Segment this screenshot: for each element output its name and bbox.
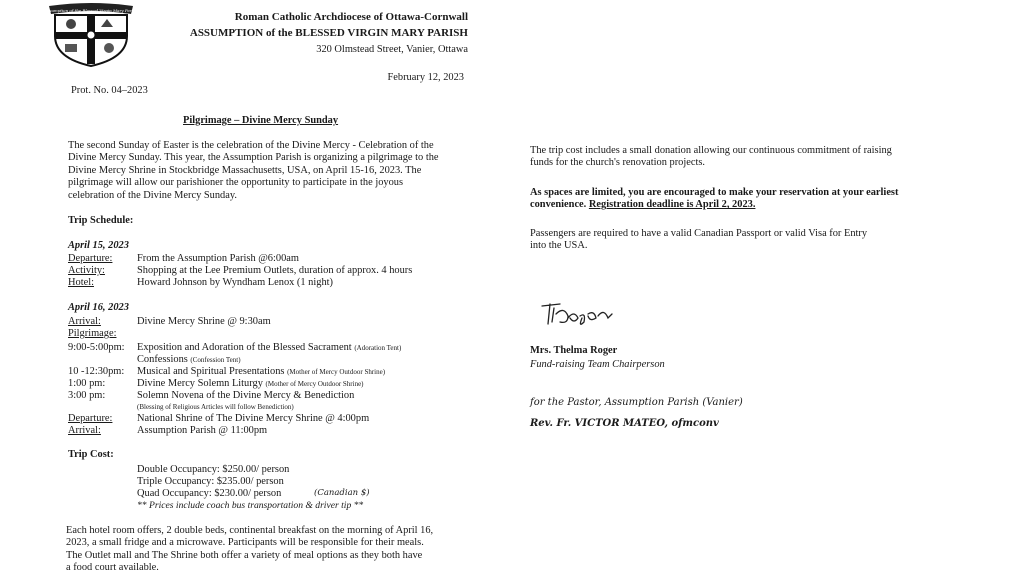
item-text: Divine Mercy Solemn Liturgy (137, 378, 263, 389)
letter-date: February 12, 2023 (387, 72, 464, 83)
intro-line: The second Sunday of Easter is the celebration of the Divine Mercy - Celebration of the (68, 140, 434, 151)
day1-date: April 15, 2023 (68, 240, 129, 251)
letter-title: Pilgrimage – Divine Mercy Sunday (183, 115, 339, 126)
reservation-paragraph (530, 187, 898, 212)
item-text: Confessions (137, 354, 188, 365)
row-value: Assumption Parish @ 11:00pm (137, 425, 268, 436)
passport-paragraph (530, 228, 867, 253)
blessing-note: (Blessing of Religious Articles will follow Benediction) (137, 403, 294, 411)
row-label: Departure: (68, 413, 113, 424)
row-label: Pilgrimage: (68, 328, 117, 339)
hotel-line: a food court available. (66, 562, 159, 574)
parish-crest (45, 2, 137, 68)
archdiocese-name: Roman Catholic Archdiocese of Ottawa-Cornwall (234, 11, 468, 23)
intro-line: celebration of the Divine Mercy Sunday. (68, 189, 237, 201)
item-time: 10 -12:30pm: (68, 366, 125, 377)
hotel-line: Each hotel room offers, 2 double beds, continental breakfast on the morning of April 16, (66, 525, 434, 536)
row-value: Howard Johnson by Wyndham Lenox (1 night) (137, 277, 334, 288)
pastor-name: Rev. Fr. VICTOR MATEO, ofmconv (530, 418, 719, 429)
hotel-paragraph (66, 525, 466, 575)
row-value: Divine Mercy Shrine @ 9:30am (137, 316, 271, 327)
cost-list (137, 464, 289, 500)
row-value: From the Assumption Parish @6:00am (137, 253, 299, 264)
item-time: 1:00 pm: (68, 378, 106, 389)
trip-cost-heading: Trip Cost: (68, 449, 114, 460)
intro-line: Divine Mercy Sunday. This year, the Assumption Parish is organizing a pilgrimage to the (68, 152, 439, 164)
pastor-line: for the Pastor, Assumption Parish (Vanier) (530, 397, 743, 408)
intro-paragraph (68, 140, 466, 202)
registration-deadline: Registration deadline is April 2, 2023. (588, 199, 756, 211)
item-note: (Mother of Mercy Outdoor Shrine) (287, 368, 386, 376)
crest-banner-text: Assumption of the Blessed Virgin Mary Parish (45, 8, 137, 13)
row-value: National Shrine of The Divine Mercy Shrine @ 4:00pm (137, 413, 370, 424)
item-time: 3:00 pm: (68, 390, 106, 401)
row-value: Shopping at the Lee Premium Outlets, duration of approx. 4 hours (137, 265, 413, 276)
intro-line: Divine Mercy Shrine in Stockbridge Massachusetts, USA, on April 15-16, 2023. The (68, 164, 422, 176)
row-label: Arrival: (68, 316, 101, 327)
item-note: (Adoration Tent) (354, 344, 402, 352)
parish-address: 320 Olmstead Street, Vanier, Ottawa (316, 44, 468, 55)
reservation-line: convenience. (530, 199, 587, 211)
passport-line: Passengers are required to have a valid Canadian Passport or valid Visa for Entry (530, 228, 868, 239)
passport-line: into the USA. (530, 240, 588, 252)
donation-paragraph (530, 145, 892, 170)
item-note: (Mother of Mercy Outdoor Shrine) (265, 380, 364, 388)
day2-date: April 16, 2023 (68, 302, 129, 313)
trip-schedule-heading: Trip Schedule: (68, 215, 134, 226)
handwritten-currency-note: (Canadian $) (314, 488, 370, 498)
cost-row: Triple Occupancy: $235.00/ person (137, 476, 284, 487)
row-label: Arrival: (68, 425, 101, 436)
donation-line: The trip cost includes a small donation allowing our continuous commitment of raising (530, 145, 892, 156)
reservation-line: As spaces are limited, you are encouraged to make your reservation at your earliest (530, 187, 899, 198)
signature-image (538, 296, 618, 330)
row-label: Hotel: (68, 277, 94, 288)
hotel-line: The Outlet mall and The Shrine both offer a variety of meal options as they both have (66, 549, 423, 561)
donation-line: funds for the church's renovation projects. (530, 157, 705, 169)
cost-row: Quad Occupancy: $230.00/ person (137, 488, 282, 499)
protocol-number: Prot. No. 04–2023 (71, 85, 148, 96)
cost-row: Double Occupancy: $250.00/ person (137, 464, 290, 475)
item-text: Musical and Spiritual Presentations (137, 366, 285, 377)
item-time: 9:00-5:00pm: (68, 342, 125, 353)
parish-name: ASSUMPTION of the BLESSED VIRGIN MARY PARISH (189, 27, 468, 39)
signer-title: Fund-raising Team Chairperson (530, 359, 665, 370)
row-label: Departure: (68, 253, 113, 264)
item-text: Solemn Novena of the Divine Mercy & Benediction (137, 390, 355, 401)
signer-name: Mrs. Thelma Roger (530, 345, 618, 356)
hotel-line: 2023, a small fridge and a microwave. Participants will be responsible for their meals. (66, 537, 424, 549)
row-label: Activity: (68, 265, 105, 276)
item-note: (Confession Tent) (190, 356, 241, 364)
item-text: Exposition and Adoration of the Blessed Sacrament (137, 342, 352, 353)
intro-line: pilgrimage will allow our parishioner the opportunity to participate in the joyous (68, 177, 404, 189)
prices-note: ** Prices include coach bus transportation & driver tip ** (137, 500, 364, 511)
